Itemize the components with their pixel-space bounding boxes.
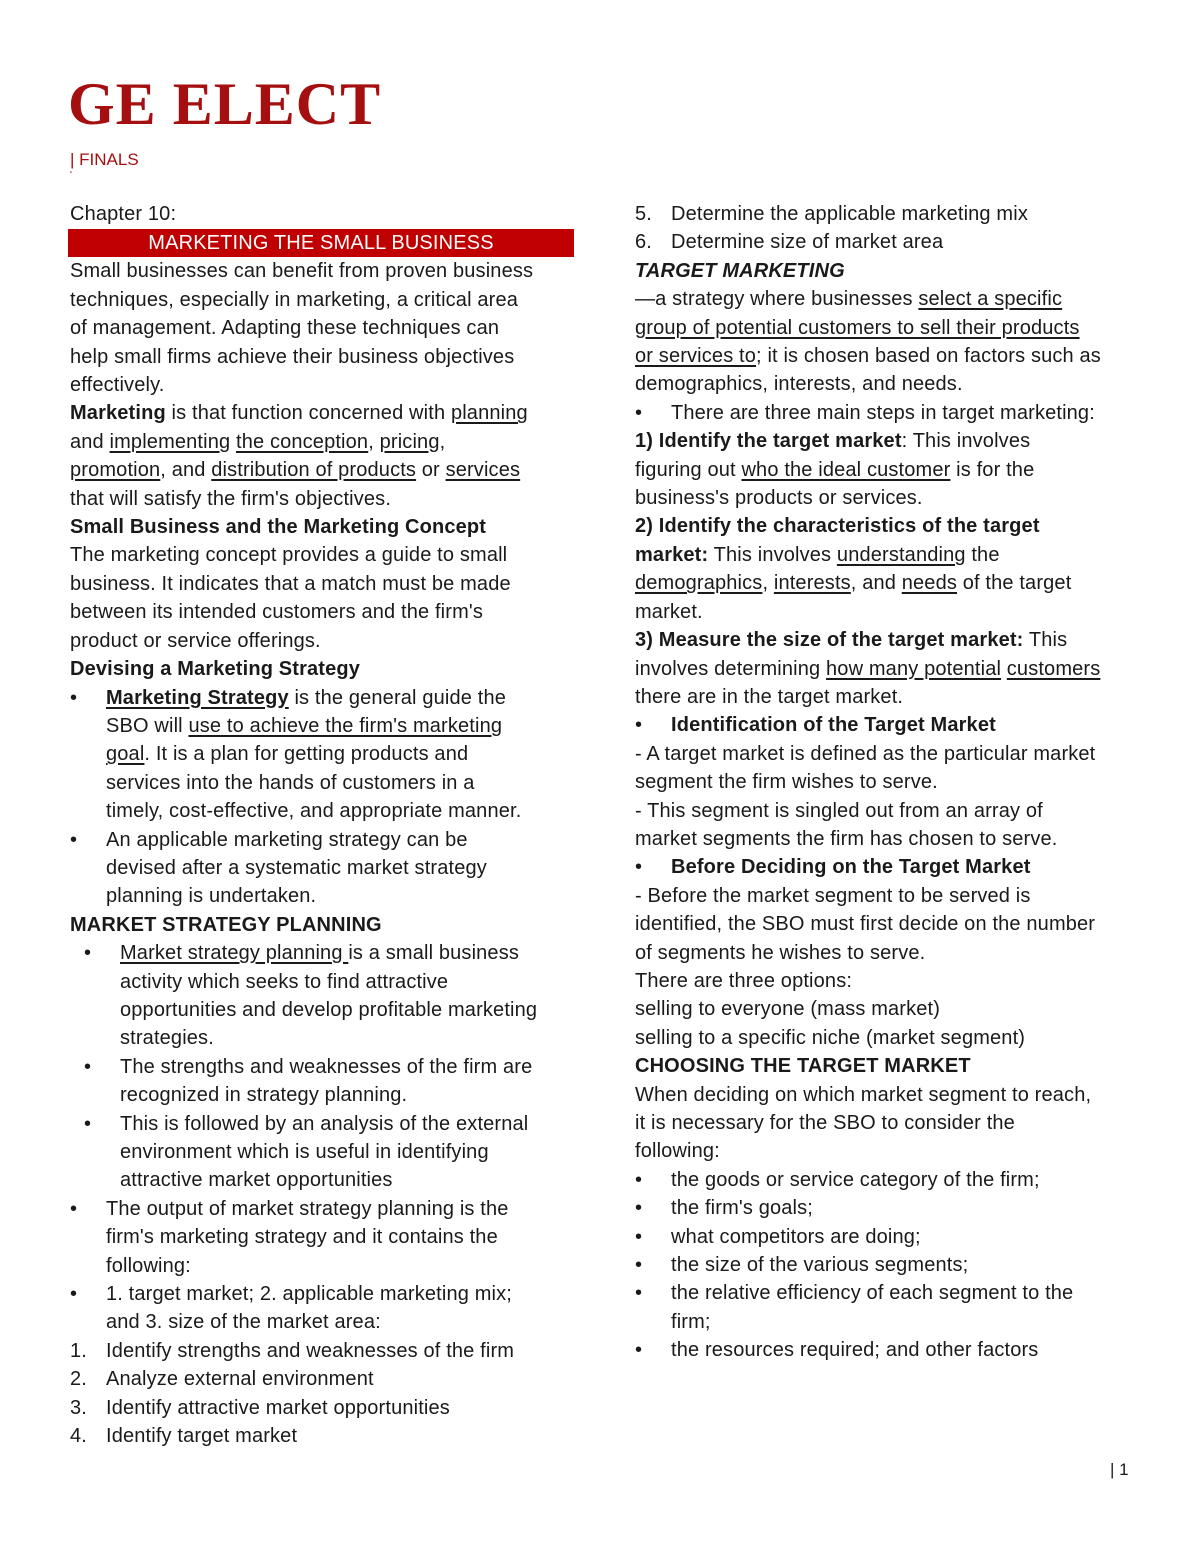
text-line: business. It indicates that a match must be made <box>70 572 511 595</box>
text-line: that will satisfy the firm's objectives. <box>70 487 392 510</box>
list-item <box>635 711 1140 739</box>
numbered-item <box>635 228 1140 256</box>
bullet-icon: • <box>70 828 78 851</box>
section-heading-devising: Devising a Marketing Strategy <box>70 658 360 681</box>
list-item <box>635 1223 1140 1251</box>
text-line: demographics, interests, and needs. <box>635 373 963 396</box>
document-subtitle: | FINALS <box>70 150 139 169</box>
text-line: techniques, especially in marketing, a critical area <box>70 288 519 311</box>
numbered-item <box>70 1422 570 1450</box>
text-span: is for the <box>950 458 1035 481</box>
text-line: what competitors are doing; <box>671 1225 921 1248</box>
text-line: product or service offerings. <box>70 629 321 652</box>
text-line: strategies. <box>120 1027 214 1050</box>
text-span: involves determining <box>635 657 827 680</box>
list-item <box>635 399 1140 427</box>
step-heading: 2) Identify the characteristics of the target <box>635 515 1040 538</box>
text-line: services into the hands of customers in a <box>106 771 475 794</box>
underlined-text: services <box>445 459 521 482</box>
list-item-text <box>120 939 570 1053</box>
text-line: the relative efficiency of each segment to the <box>671 1282 1074 1305</box>
page-number: | 1 <box>1110 1460 1129 1479</box>
text-span: —a strategy where businesses <box>635 288 919 311</box>
right-column <box>635 200 1140 1365</box>
text-line: opportunities and develop profitable marketing <box>120 998 538 1021</box>
text-span: SBO will <box>106 714 189 737</box>
underlined-text: the conception <box>236 430 369 453</box>
list-item <box>635 1251 1140 1279</box>
step-heading: 1) Identify the target market <box>635 430 902 453</box>
text-span: figuring out <box>635 458 742 481</box>
text-line: - Before the market segment to be served is <box>635 884 1031 907</box>
underlined-text: planning <box>450 402 528 425</box>
numbered-item <box>70 1394 570 1422</box>
document-title: GE ELECT <box>68 71 382 137</box>
underlined-text: interests <box>773 572 851 595</box>
list-item <box>70 826 570 911</box>
item-text: Identify attractive market opportunities <box>106 1396 450 1419</box>
list-item-text <box>120 1053 570 1110</box>
underlined-text: goal <box>106 743 145 766</box>
subsection-heading: Identification of the Target Market <box>671 714 996 737</box>
bullet-icon: • <box>84 1055 92 1078</box>
underlined-text: how many potential <box>826 657 1002 680</box>
bullet-icon: • <box>635 1225 643 1248</box>
bullet-icon: • <box>635 1282 643 1305</box>
chapter-banner: MARKETING THE SMALL BUSINESS <box>68 229 574 257</box>
item-text: Identify target market <box>106 1425 298 1448</box>
item-number: 6. <box>635 231 652 254</box>
text-line <box>120 939 570 967</box>
item-text: Determine size of market area <box>671 231 944 254</box>
numbered-item <box>70 1365 570 1393</box>
text-span: ; it is chosen based on factors such as <box>756 345 1101 368</box>
underlined-text: promotion <box>70 459 161 482</box>
underlined-text: demographics <box>635 572 763 595</box>
list-item <box>635 1194 1140 1222</box>
intro-paragraph <box>70 257 570 399</box>
text-line: between its intended customers and the firm's <box>70 601 483 624</box>
item-number: 3. <box>70 1396 87 1419</box>
section-heading-msp: MARKET STRATEGY PLANNING <box>70 913 382 936</box>
text-span: : This involves <box>901 430 1031 453</box>
subsection-heading: Before Deciding on the Target Market <box>671 856 1031 879</box>
list-item-text: There are three main steps in target marketing: <box>671 401 1095 424</box>
text-line: market segments the firm has chosen to serve. <box>635 827 1058 850</box>
text-line: the resources required; and other factors <box>671 1339 1039 1362</box>
marketing-definition <box>70 399 570 513</box>
text-span: is the general guide the <box>288 686 506 709</box>
item-number: 4. <box>70 1425 87 1448</box>
step-heading: 3) Measure the size of the target market: <box>635 629 1024 652</box>
before-deciding-paragraph <box>635 882 1140 1052</box>
underlined-text: Market strategy planning <box>120 942 349 965</box>
bullet-icon: • <box>635 1168 643 1191</box>
text-line: help small firms achieve their business objectives <box>70 345 515 368</box>
text-span: the <box>965 543 1000 566</box>
text-line <box>635 456 1140 484</box>
underlined-text: pricing <box>379 430 440 453</box>
underlined-text: needs <box>901 572 957 595</box>
text-line: segment the firm wishes to serve. <box>635 771 938 794</box>
section-heading-concept: Small Business and the Marketing Concept <box>70 516 487 539</box>
text-span: is a small business <box>348 942 520 965</box>
text-span: , <box>368 430 380 453</box>
text-line: attractive market opportunities <box>120 1169 393 1192</box>
item-number: 5. <box>635 203 652 225</box>
text-line: following: <box>106 1254 191 1277</box>
choosing-paragraph <box>635 1081 1140 1166</box>
list-item-text <box>106 1280 570 1337</box>
text-line: The marketing concept provides a guide to small <box>70 544 508 567</box>
item-number: 1. <box>70 1339 87 1362</box>
text-line: 1. target market; 2. applicable marketing mix; <box>106 1283 512 1306</box>
chapter-label: Chapter 10: <box>70 203 177 225</box>
term-marketing: Marketing <box>70 402 166 425</box>
text-line: of segments he wishes to serve. <box>635 941 926 964</box>
text-line: firm's marketing strategy and it contains the <box>106 1226 498 1249</box>
text-line: environment which is useful in identifying <box>120 1141 489 1163</box>
item-number: 2. <box>70 1368 87 1391</box>
text-line: identified, the SBO must first decide on the number <box>635 913 1096 936</box>
step-heading: market: <box>635 543 709 566</box>
bullet-icon: • <box>635 401 643 424</box>
text-line <box>635 626 1140 654</box>
bullet-icon: • <box>84 942 92 965</box>
bullet-icon: • <box>70 686 78 709</box>
left-column <box>70 200 570 1450</box>
underlined-text: implementing <box>109 430 231 453</box>
underlined-text: understanding <box>836 543 966 566</box>
text-line: There are three options: <box>635 969 853 992</box>
underlined-text: customers <box>1006 657 1101 680</box>
list-item <box>635 1279 1140 1336</box>
bullet-icon: • <box>70 1283 78 1306</box>
text-line: activity which seeks to find attractive <box>120 970 449 993</box>
text-line: there are in the target market. <box>635 685 904 708</box>
item-text: Analyze external environment <box>106 1368 374 1391</box>
list-item <box>635 1166 1140 1194</box>
text-span: or <box>416 459 446 482</box>
text-line: the goods or service category of the firm; <box>671 1168 1040 1191</box>
list-item-text <box>120 1110 570 1195</box>
underlined-text: who the ideal customer <box>741 458 951 481</box>
text-span: of the target <box>957 572 1072 595</box>
text-line <box>70 399 570 427</box>
text-line: selling to a specific niche (market segment) <box>635 1026 1026 1049</box>
bullet-icon: • <box>635 1339 643 1362</box>
text-line: - A target market is defined as the particular market <box>635 742 1096 765</box>
list-item <box>70 1280 570 1337</box>
text-line <box>635 342 1140 370</box>
bullet-icon: • <box>635 1197 643 1220</box>
text-line <box>635 427 1140 455</box>
text-line: business's products or services. <box>635 487 923 510</box>
identification-paragraph <box>635 740 1140 854</box>
text-line: market. <box>635 600 703 623</box>
header-mark: ' <box>70 170 72 181</box>
text-line <box>70 428 570 456</box>
text-line: - This segment is singled out from an array of <box>635 799 1043 822</box>
text-line: This is followed by an analysis of the external <box>120 1112 529 1135</box>
text-span: This <box>1023 629 1068 652</box>
bullet-icon: • <box>70 1197 78 1220</box>
underlined-text: use to achieve the firm's marketing <box>188 714 503 737</box>
factors-list <box>635 1166 1140 1365</box>
step-1 <box>635 427 1140 512</box>
underlined-text: select a specific <box>918 288 1063 311</box>
text-line <box>106 684 570 712</box>
section-heading-choosing: CHOOSING THE TARGET MARKET <box>635 1055 971 1078</box>
text-span: , <box>439 430 446 453</box>
text-line <box>635 569 1140 597</box>
text-line: firm; <box>671 1310 711 1333</box>
step-2 <box>635 512 1140 626</box>
text-line: The strengths and weaknesses of the firm are <box>120 1055 533 1078</box>
text-line <box>635 655 1140 683</box>
text-span: , <box>762 572 774 595</box>
list-item <box>70 1110 570 1195</box>
numbered-steps-list <box>70 1337 570 1451</box>
text-line: the firm's goals; <box>671 1197 813 1220</box>
list-item <box>70 1053 570 1110</box>
underlined-text: or services to <box>635 345 757 368</box>
text-line: following: <box>635 1140 720 1163</box>
bullet-icon: • <box>84 1112 92 1135</box>
list-item <box>70 939 570 1053</box>
list-item-text <box>106 1195 570 1280</box>
underlined-text: group of potential customers to sell their products <box>635 316 1080 339</box>
bullet-icon: • <box>635 1254 643 1277</box>
concept-paragraph <box>70 541 570 655</box>
text-line <box>106 740 570 768</box>
text-line: timely, cost-effective, and appropriate manner. <box>106 800 522 823</box>
step-3 <box>635 626 1140 711</box>
text-line <box>635 285 1140 313</box>
text-line: selling to everyone (mass market) <box>635 998 941 1021</box>
list-item <box>635 1336 1140 1364</box>
text-line <box>635 314 1140 342</box>
text-span: is that function concerned with <box>165 402 451 425</box>
list-item <box>635 853 1140 881</box>
list-item-text <box>106 684 570 826</box>
text-line <box>635 541 1140 569</box>
text-span: and <box>70 430 110 453</box>
text-span: . It is a plan for getting products and <box>144 743 469 766</box>
list-item <box>70 684 570 826</box>
item-text: Identify strengths and weaknesses of the firm <box>106 1339 515 1362</box>
target-marketing-definition <box>635 285 1140 399</box>
text-line: effectively. <box>70 374 165 397</box>
text-line: Small businesses can benefit from proven business <box>70 260 534 283</box>
text-line: planning is undertaken. <box>106 885 317 908</box>
text-line: The output of market strategy planning is the <box>106 1197 509 1220</box>
list-item <box>70 1195 570 1280</box>
text-line: of management. Adapting these techniques can <box>70 317 500 340</box>
text-line <box>70 456 570 484</box>
text-line: recognized in strategy planning. <box>120 1084 408 1107</box>
text-span: This involves <box>708 543 837 566</box>
underlined-text: distribution of products <box>211 459 417 482</box>
item-text: Determine the applicable marketing mix <box>671 203 1028 225</box>
text-line: devised after a systematic market strategy <box>106 856 487 879</box>
section-heading-target-marketing: TARGET MARKETING <box>635 259 845 282</box>
numbered-item <box>635 200 1140 228</box>
term-marketing-strategy: Marketing Strategy <box>106 686 289 709</box>
text-span: , and <box>160 459 212 482</box>
text-line: the size of the various segments; <box>671 1254 969 1277</box>
text-line: When deciding on which market segment to reach, <box>635 1083 1092 1106</box>
text-line: An applicable marketing strategy can be <box>106 828 468 851</box>
text-line: it is necessary for the SBO to consider the <box>635 1112 1015 1134</box>
text-line <box>106 712 570 740</box>
bullet-icon: • <box>635 714 643 737</box>
list-item-text <box>106 826 570 911</box>
numbered-item <box>70 1337 570 1365</box>
text-span: , and <box>850 572 902 595</box>
bullet-icon: • <box>635 856 643 879</box>
text-line: and 3. size of the market area: <box>106 1311 381 1334</box>
